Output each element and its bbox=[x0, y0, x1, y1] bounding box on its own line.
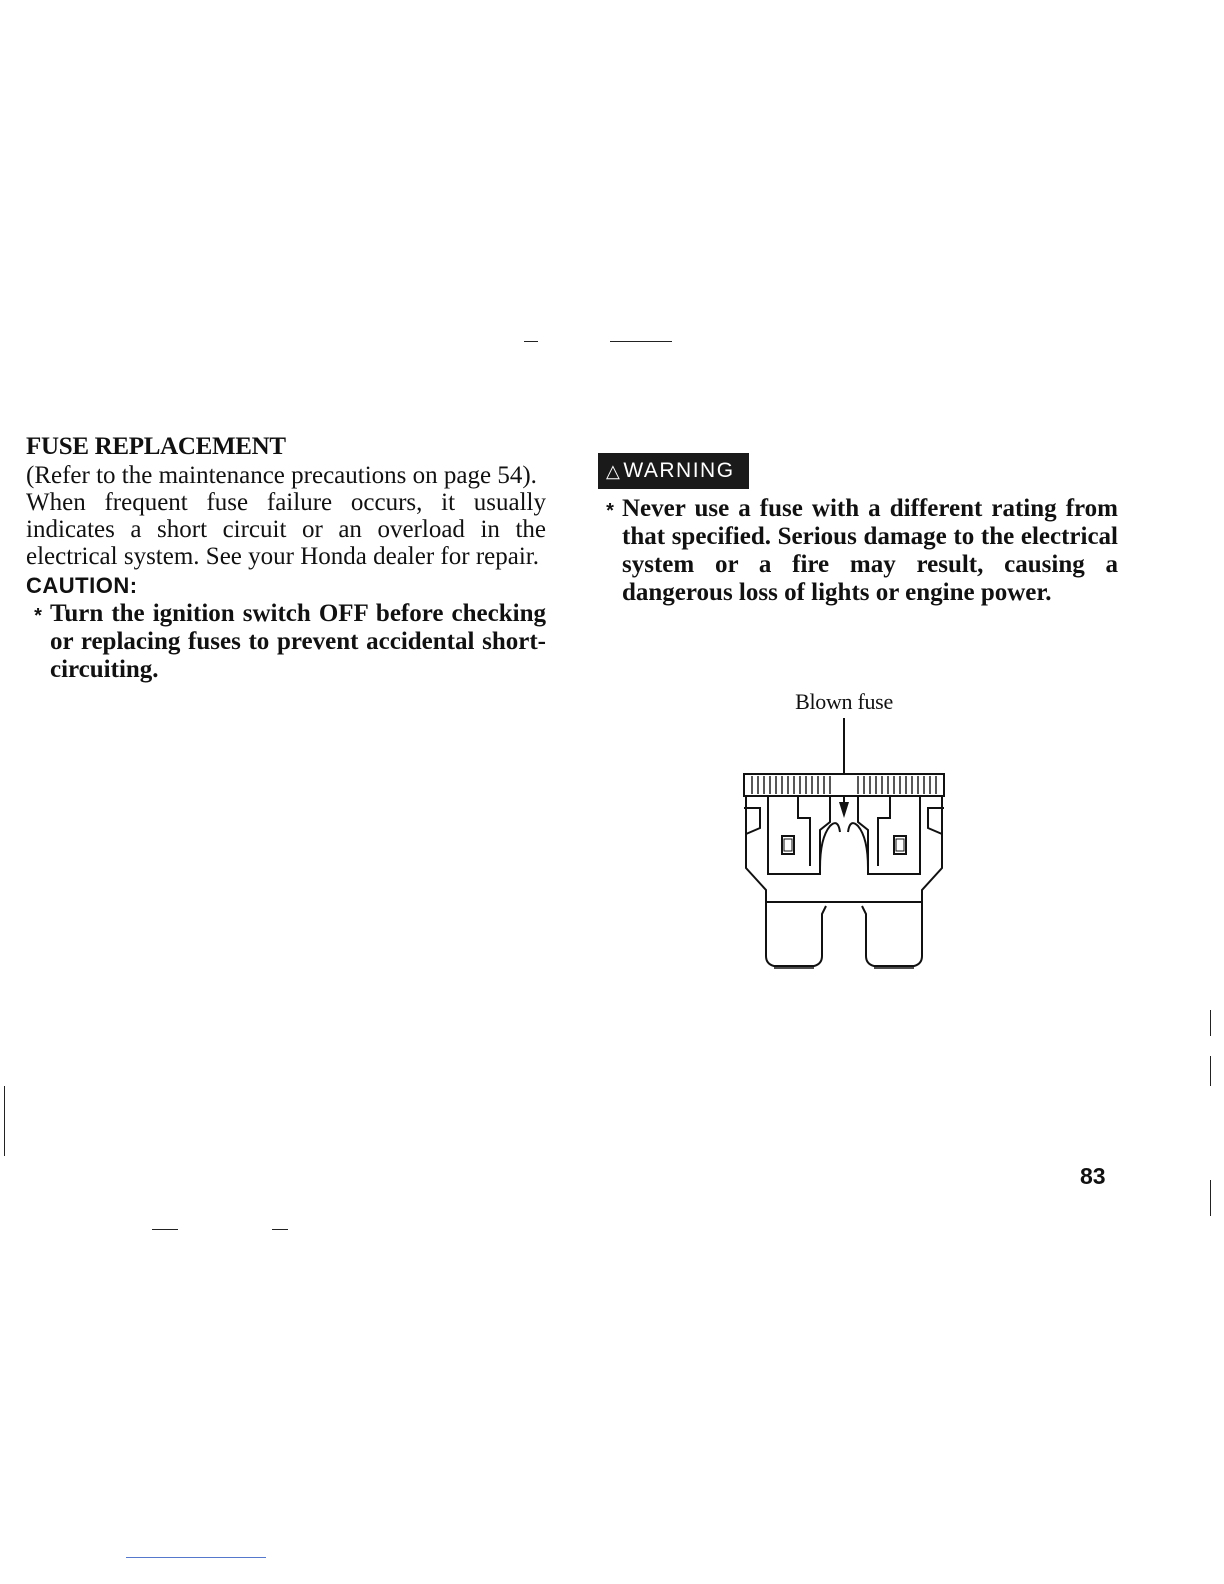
bullet-symbol: * bbox=[34, 605, 42, 627]
scan-mark bbox=[152, 1229, 178, 1230]
maintenance-reference: (Refer to the maintenance precautions on page 54). bbox=[26, 462, 537, 489]
warning-badge bbox=[598, 453, 749, 489]
scan-mark bbox=[1210, 1010, 1211, 1036]
scan-mark bbox=[126, 1557, 266, 1558]
scan-mark bbox=[524, 341, 538, 342]
figure-caption: Blown fuse bbox=[795, 689, 893, 714]
warning-text: Never use a fuse with a different rating from that specified. Serious damage to the electrical system or a fire may result, causing a dangerous loss of lights or engine power. bbox=[622, 495, 1118, 606]
fuse-failure-paragraph: When frequent fuse failure occurs, it usually indicates a short circuit or an overload in the electrical system. See your Honda dealer for repair. bbox=[26, 489, 546, 570]
blown-fuse-illustration bbox=[738, 718, 950, 978]
warning-bullet bbox=[598, 495, 1118, 607]
scan-mark bbox=[1210, 1180, 1211, 1216]
page-number: 83 bbox=[1080, 1163, 1106, 1189]
warning-section bbox=[598, 453, 1118, 607]
caution-label: CAUTION: bbox=[26, 573, 138, 598]
fuse-replacement-section bbox=[26, 432, 546, 684]
caution-text: Turn the ignition switch OFF before checking or replacing fuses to prevent accidental short-circuiting. bbox=[50, 600, 546, 683]
blown-fuse-figure bbox=[738, 688, 950, 978]
bullet-symbol: * bbox=[606, 500, 614, 522]
warning-triangle-icon: △ bbox=[606, 460, 622, 481]
scan-mark bbox=[1210, 1056, 1211, 1086]
section-heading: FUSE REPLACEMENT bbox=[26, 433, 286, 460]
warning-badge-label: WARNING bbox=[623, 459, 735, 482]
scan-mark bbox=[272, 1229, 288, 1230]
scan-mark bbox=[610, 341, 672, 342]
caution-bullet bbox=[26, 600, 546, 684]
scan-mark bbox=[4, 1086, 5, 1156]
